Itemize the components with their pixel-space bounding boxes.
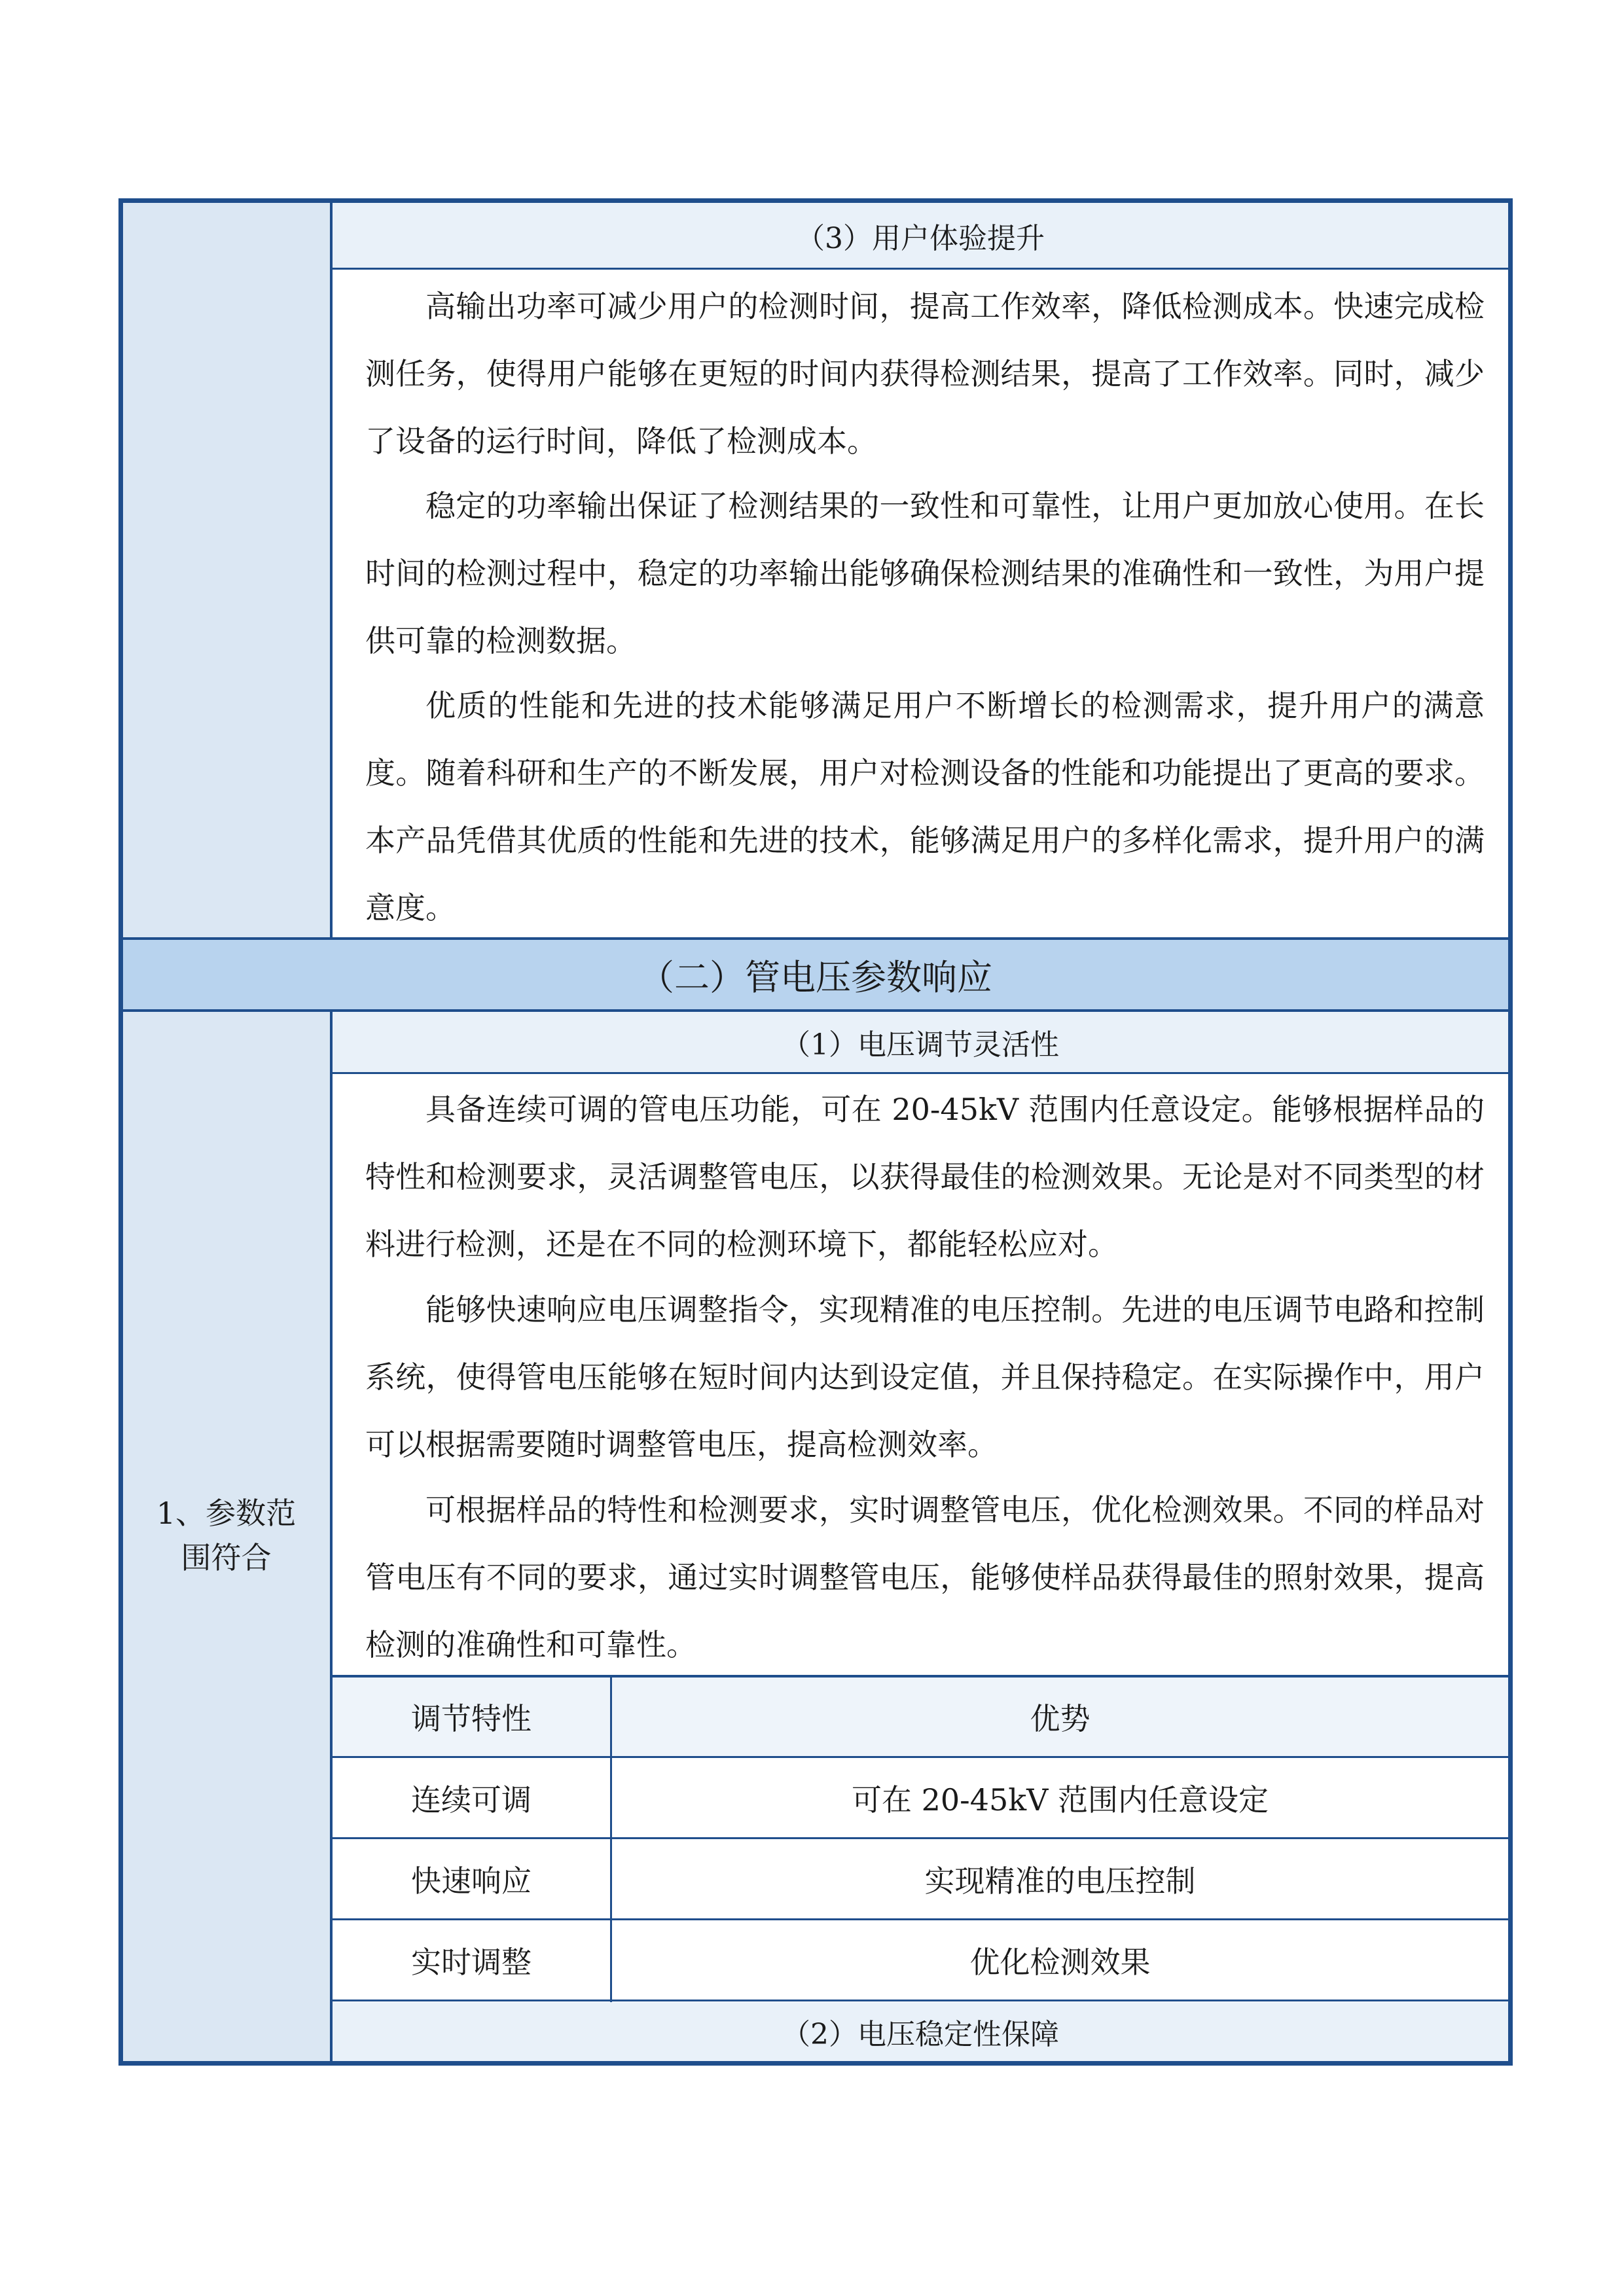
subheading-voltage-flexibility: [333, 1012, 1508, 1072]
paragraph: 优质的性能和先进的技术能够满足用户不断增长的检测需求，提升用户的满意度。随着科研和生产的不断发展，用户对检测设备的性能和功能提出了更高的要求。本产品凭借其优质的性能和先进的技术，能够满足用户的多样化需求，提升用户的满意度。: [365, 688, 1485, 925]
table-header-feature: 调节特性: [411, 1701, 532, 1736]
table-cell-advantage: 可在 20-45kV 范围内任意设定: [852, 1782, 1269, 1818]
table-cell-advantage: 优化检测效果: [969, 1944, 1151, 1980]
subheading-user-experience-text: （3）用户体验提升: [796, 221, 1045, 255]
table-cell-feature: 实时调整: [411, 1944, 532, 1980]
rule: [333, 2000, 1508, 2001]
left-column-divider-bottom: [330, 1009, 333, 2061]
table-cell-advantage: 实现精准的电压控制: [924, 1863, 1196, 1899]
side-label-param-range: [123, 1491, 329, 1580]
side-label-line-1: 1、参数范: [156, 1496, 297, 1531]
rule: [333, 1072, 1508, 1074]
subheading-voltage-stability-text: （2）电压稳定性保障: [782, 2018, 1059, 2051]
paragraph: 可根据样品的特性和检测要求，实时调整管电压，优化检测效果。不同的样品对管电压有不同的要求，通过实时调整管电压，能够使样品获得最佳的照射效果，提高检测的准确性和可靠性。: [365, 1492, 1485, 1662]
side-label-line-2: 围符合: [181, 1540, 272, 1575]
document-table-frame: [118, 198, 1513, 2066]
subheading-voltage-stability: [333, 2002, 1508, 2061]
rule: [333, 1837, 1508, 1839]
table-header-advantage: 优势: [1030, 1701, 1091, 1736]
paragraph: 高输出功率可减少用户的检测时间，提高工作效率，降低检测成本。快速完成检测任务，使得用户能够在更短的时间内获得检测结果，提高了工作效率。同时，减少了设备的运行时间，降低了检测成本。: [365, 289, 1485, 459]
paragraph: 具备连续可调的管电压功能，可在 20-45kV 范围内任意设定。能够根据样品的特性和检测要求，灵活调整管电压，以获得最佳的检测效果。无论是对不同类型的材料进行检测，还是在不同的检测环境下，都能轻松应对。: [365, 1092, 1485, 1262]
table-cell-feature: 连续可调: [411, 1782, 532, 1818]
rule: [333, 268, 1508, 270]
subheading-voltage-flexibility-text: （1）电压调节灵活性: [782, 1028, 1059, 1062]
table-cell-feature: 快速响应: [411, 1863, 532, 1899]
rule: [333, 1918, 1508, 1920]
rule: [333, 1756, 1508, 1758]
left-column-divider-top: [330, 203, 333, 940]
rule: [333, 1675, 1508, 1677]
rule: [123, 937, 1508, 940]
paragraph: 能够快速响应电压调整指令，实现精准的电压控制。先进的电压调节电路和控制系统，使得管电压能够在短时间内达到设定值，并且保持稳定。在实际操作中，用户可以根据需要随时调整管电压，提高检测效率。: [365, 1292, 1485, 1462]
rule: [123, 1009, 1508, 1012]
left-cell-top: [123, 203, 330, 937]
subheading-user-experience: [333, 203, 1508, 268]
section-title-tube-voltage: [123, 940, 1508, 1009]
section-title-text: （二）管电压参数响应: [639, 956, 992, 998]
rule: [610, 1677, 612, 2002]
paragraph: 稳定的功率输出保证了检测结果的一致性和可靠性，让用户更加放心使用。在长时间的检测过程中，稳定的功率输出能够确保检测结果的准确性和一致性，为用户提供可靠的检测数据。: [365, 488, 1485, 658]
